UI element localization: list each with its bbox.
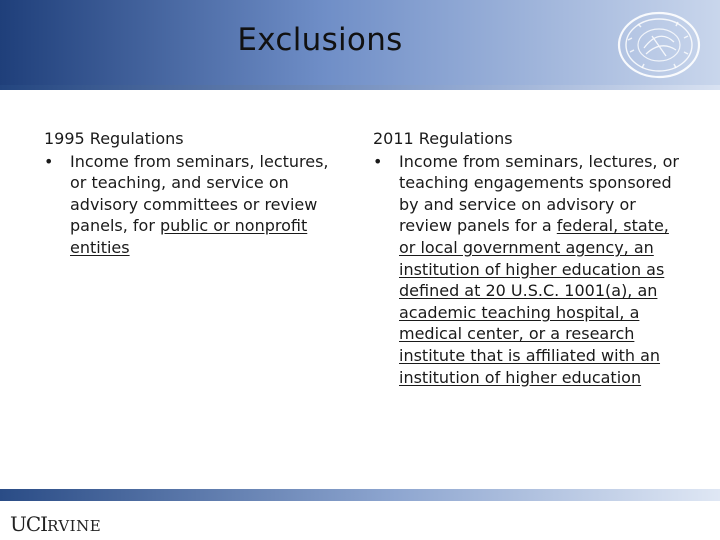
title-banner bbox=[0, 0, 720, 90]
bullet-text-underlined: public or nonprofit entities bbox=[70, 216, 308, 257]
logo-uci-text: UCI bbox=[10, 512, 48, 536]
university-seal-icon bbox=[616, 10, 702, 80]
bullet-text-underlined: federal, state, or local government agency, an institution of higher education as defined at 20 U.S.C. 1001(a), an academic teaching hospital, a medical center, or a research institute that is affiliated with an institution of higher education bbox=[399, 216, 669, 387]
regulations-1995-column bbox=[44, 128, 336, 259]
bullet-item-2011 bbox=[373, 151, 683, 389]
slide-title: Exclusions bbox=[237, 22, 403, 58]
bullet-text-1995 bbox=[70, 151, 336, 259]
logo-irvine-text: RVINE bbox=[47, 517, 102, 535]
column-heading-2011: 2011 Regulations bbox=[373, 129, 513, 148]
bullet-marker: • bbox=[373, 151, 383, 171]
column-heading-1995: 1995 Regulations bbox=[44, 129, 184, 148]
bullet-text-plain: Income from seminars, lectures, or teaching, and service on advisory committees or review panels, for bbox=[70, 151, 329, 236]
footer-bar bbox=[0, 489, 720, 501]
bullet-text-plain: Income from seminars, lectures, or teaching engagements sponsored by and service on advisory or review panels for a bbox=[399, 151, 679, 236]
regulations-2011-column bbox=[373, 128, 683, 388]
bullet-marker: • bbox=[44, 151, 54, 171]
bullet-item-1995 bbox=[44, 151, 336, 259]
bullet-text-2011 bbox=[399, 151, 683, 389]
uci-irvine-logo bbox=[10, 512, 101, 536]
